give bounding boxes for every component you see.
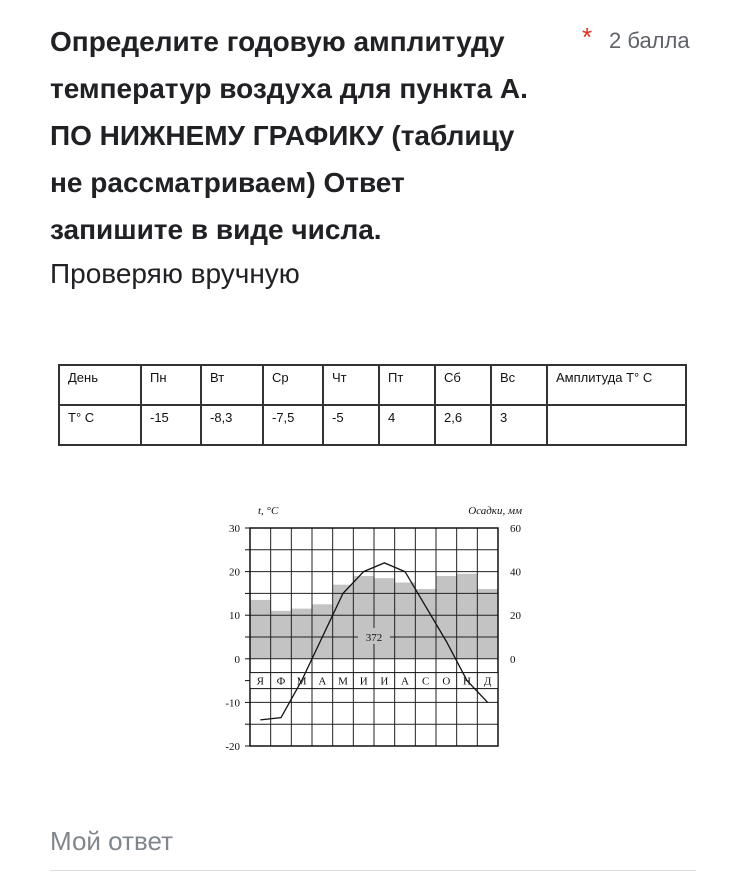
precipitation-bar <box>395 583 416 659</box>
table-cell: 4 <box>379 405 435 445</box>
table-cell: Вт <box>201 365 263 405</box>
right-tick-label: 20 <box>510 610 521 623</box>
left-axis-title: t, °C <box>258 505 279 517</box>
month-label: С <box>421 675 430 688</box>
table-cell: -8,3 <box>201 405 263 445</box>
precipitation-bar <box>291 609 312 659</box>
temperature-table <box>58 364 687 446</box>
climate-chart <box>212 498 542 758</box>
table-cell: Т° С <box>59 405 141 445</box>
question-line: запишите в виде числа. <box>50 214 382 245</box>
table-cell: Амплитуда Т° С <box>547 365 686 405</box>
table-cell: День <box>59 365 141 405</box>
question-line: не рассматриваем) Ответ <box>50 167 405 198</box>
table-cell: 3 <box>491 405 547 445</box>
month-label: Ф <box>276 675 286 688</box>
left-tick-label: 10 <box>229 610 240 623</box>
precipitation-bar <box>477 589 498 659</box>
left-tick-label: 20 <box>229 566 240 579</box>
right-tick-label: 60 <box>510 523 521 535</box>
precipitation-bar <box>457 574 478 659</box>
table-cell: -7,5 <box>263 405 323 445</box>
month-label: М <box>338 675 348 688</box>
table-cell: 2,6 <box>435 405 491 445</box>
question-line: Определите годовую амплитуду <box>50 26 505 57</box>
table-cell: -5 <box>323 405 379 445</box>
question-title <box>50 18 580 253</box>
month-label: Н <box>463 675 471 688</box>
month-label: М <box>296 675 307 688</box>
left-tick-label: -10 <box>225 697 240 710</box>
right-axis-title: Осадки, мм <box>468 505 522 517</box>
table-header-row <box>59 365 686 405</box>
question-line: ПО НИЖНЕМУ ГРАФИКУ (таблицу <box>50 120 515 151</box>
answer-underline <box>50 870 696 871</box>
table-cell: Ср <box>263 365 323 405</box>
question-description: Проверяю вручную <box>50 258 300 289</box>
left-tick-label: -20 <box>225 741 240 753</box>
precipitation-bar <box>271 611 292 659</box>
precipitation-bar <box>353 576 374 659</box>
right-tick-label: 0 <box>510 653 516 666</box>
precipitation-bar <box>333 585 354 659</box>
left-tick-label: 0 <box>234 653 240 666</box>
precipitation-bar <box>374 578 395 659</box>
table-cell <box>547 405 686 445</box>
month-label: О <box>442 675 451 688</box>
precipitation-bar <box>415 589 436 659</box>
table-cell: Пн <box>141 365 201 405</box>
month-label: А <box>401 675 409 688</box>
left-tick-label: 30 <box>229 523 240 535</box>
precipitation-bar <box>312 604 333 659</box>
month-label: Я <box>256 675 265 688</box>
required-asterisk: * <box>582 22 593 52</box>
month-label: И <box>380 675 389 688</box>
month-label: А <box>318 675 327 688</box>
month-label: Д <box>483 675 492 688</box>
precipitation-total: 372 <box>365 632 383 644</box>
table-cell: -15 <box>141 405 201 445</box>
table-cell: Вс <box>491 365 547 405</box>
points-label: 2 балла <box>609 28 690 53</box>
table-cell: Чт <box>323 365 379 405</box>
table-cell: Пт <box>379 365 435 405</box>
answer-input[interactable]: Мой ответ <box>50 826 173 856</box>
month-label: И <box>359 675 368 688</box>
precipitation-bar <box>250 600 271 659</box>
right-tick-label: 40 <box>510 566 521 579</box>
precipitation-bar <box>436 576 457 659</box>
question-line: температур воздуха для пункта А. <box>50 73 528 104</box>
table-row <box>59 405 686 445</box>
table-cell: Сб <box>435 365 491 405</box>
